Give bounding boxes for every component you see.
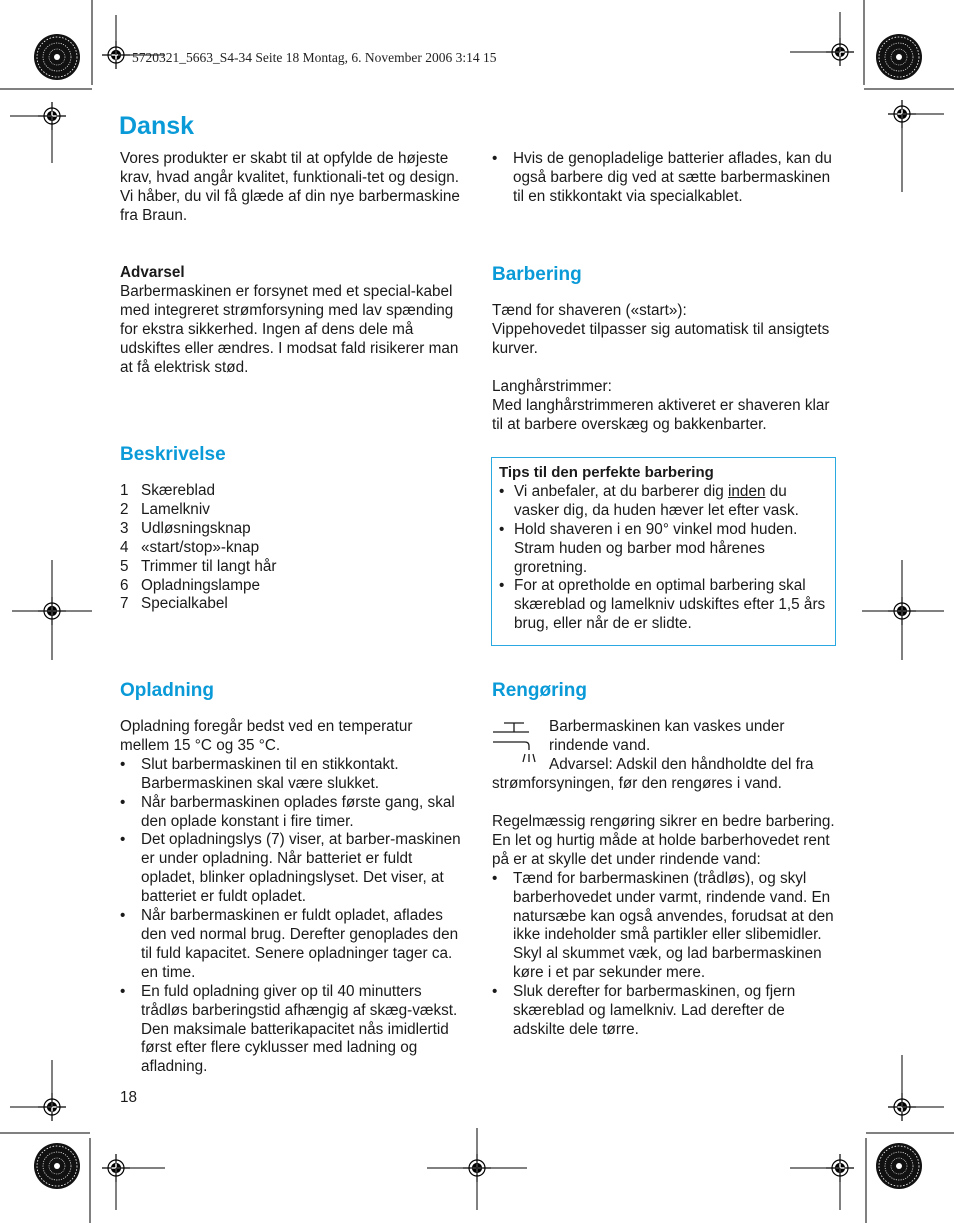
tips-list	[499, 483, 829, 634]
list-item: • Slut barbermaskinen til en stikkontakt. Barbermaskinen skal være slukket.	[120, 756, 465, 794]
list-item: • Det opladningslys (7) viser, at barber-maskinen er under opladning. Når batteriet er fuldt opladet, blinker opladningslyset. Det viser, at batteriet er fuldt opladet.	[120, 831, 465, 907]
list-item: • Hvis de genopladelige batterier aflades, kan du også barbere dig ved at sætte barbermaskinen til en stikkontakt via specialkablet.	[492, 150, 837, 207]
barbering-section	[492, 302, 837, 434]
warning-title: Advarsel	[120, 264, 185, 281]
barbering-trimmer-text: Med langhårstrimmeren aktiveret er shaveren klar til at barbere overskæg og bakkenbarter.	[492, 396, 830, 433]
list-item: 2 Lamelkniv	[120, 500, 210, 518]
list-item: 7 Specialkabel	[120, 595, 228, 613]
list-item: • En fuld opladning giver op til 40 minutters trådløs barberingstid afhængig af skæg-vækst. Den maksimale batterikapacitet nås imidlertid først efter flere cyklusser med ladning og afladning.	[120, 983, 465, 1078]
list-item: • Vi anbefaler, at du barberer dig inden du vasker dig, da huden hæver let efter vask.	[499, 483, 829, 521]
opladning-heading: Opladning	[120, 680, 214, 701]
rengoring-tap-text	[549, 718, 839, 756]
print-header-line: 5720321_5663_S4-34 Seite 18 Montag, 6. November 2006 3:14 15	[132, 50, 497, 65]
list-item: 6 Opladningslampe	[120, 576, 261, 594]
right-top-list	[492, 150, 837, 207]
tips-box	[491, 457, 836, 646]
rengoring-heading: Rengøring	[492, 680, 587, 701]
opladning-intro: Opladning foregår bedst ved en temperatur mellem 15 °C og 35 °C.	[120, 718, 413, 754]
rengoring-p1: Barbermaskinen kan vaskes under rindende vand.	[549, 718, 785, 754]
page-number: 18	[120, 1089, 138, 1106]
list-item: • Tænd for barbermaskinen (trådløs), og skyl barberhovedet under varmt, rindende vand. En natursæbe kan også anvendes, forudsat at den ikke indeholder små partikler eller slibemidler. Skyl al skummet væk, og lad barbermaskinen køre i et par sekunder mere.	[492, 870, 837, 983]
tips-title: Tips til den perfekte barbering	[499, 464, 714, 481]
barbering-heading: Barbering	[492, 264, 582, 285]
opladning-list	[120, 756, 465, 1077]
list-item: • For at opretholde en optimal barbering skal skæreblad og lamelkniv udskiftes efter 1,5 års brug, eller når de er slidte.	[499, 577, 829, 634]
rengoring-warning: Advarsel: Adskil den håndholdte del fra strømforsyningen, før den rengøres i vand.	[492, 756, 814, 792]
list-item: 5 Trimmer til langt hår	[120, 557, 277, 575]
barbering-trimmer-label: Langhårstrimmer:	[492, 377, 612, 395]
rengoring-p3: Regelmæssig rengøring sikrer en bedre barbering. En let og hurtig måde at holde barberhovedet rent på er at skylle det under rindende vand:	[492, 813, 835, 868]
intro-paragraph: Vores produkter er skabt til at opfylde de højeste krav, hvad angår kvalitet, funktionali-tet og design. Vi håber, du vil få glæde af din nye barbermaskine fra Braun.	[120, 150, 460, 224]
beskrivelse-list	[120, 482, 465, 614]
warning-section	[120, 264, 465, 377]
list-item: 1 Skæreblad	[120, 482, 215, 499]
barbering-start-label: Tænd for shaveren («start»):	[492, 302, 687, 319]
rengoring-section	[492, 813, 837, 1040]
list-item: 3 Udløsningsknap	[120, 519, 251, 537]
list-item: • Sluk derefter for barbermaskinen, og fjern skæreblad og lamelkniv. Lad derefter de adskilte dele tørre.	[492, 983, 837, 1040]
list-item: 4 «start/stop»-knap	[120, 538, 260, 556]
warning-text: Barbermaskinen er forsynet med et special-kabel med integreret strømforsyning med lav spænding for ekstra sikkerhed. Ingen af dens dele må udskiftes eller ændres. I modsat fald risikerer man at få elektrisk stød.	[120, 282, 459, 376]
list-item: • Hold shaveren i en 90° vinkel mod huden. Stram huden og barber mod hårenes groretning.	[499, 521, 829, 578]
barbering-start-text: Vippehovedet tilpasser sig automatisk til ansigtets kurver.	[492, 320, 830, 357]
list-item: • Når barbermaskinen oplades første gang, skal den oplade konstant i fire timer.	[120, 794, 465, 832]
underlined-word: inden	[728, 482, 766, 500]
page-title: Dansk	[119, 112, 195, 140]
list-item: • Når barbermaskinen er fuldt opladet, aflades den ved normal brug. Derefter genoplades den til fuld kapacitet. Senere opladninger tager ca. en time.	[120, 907, 465, 983]
rengoring-list	[492, 870, 837, 1040]
beskrivelse-heading: Beskrivelse	[120, 444, 226, 465]
opladning-section	[120, 718, 465, 1077]
